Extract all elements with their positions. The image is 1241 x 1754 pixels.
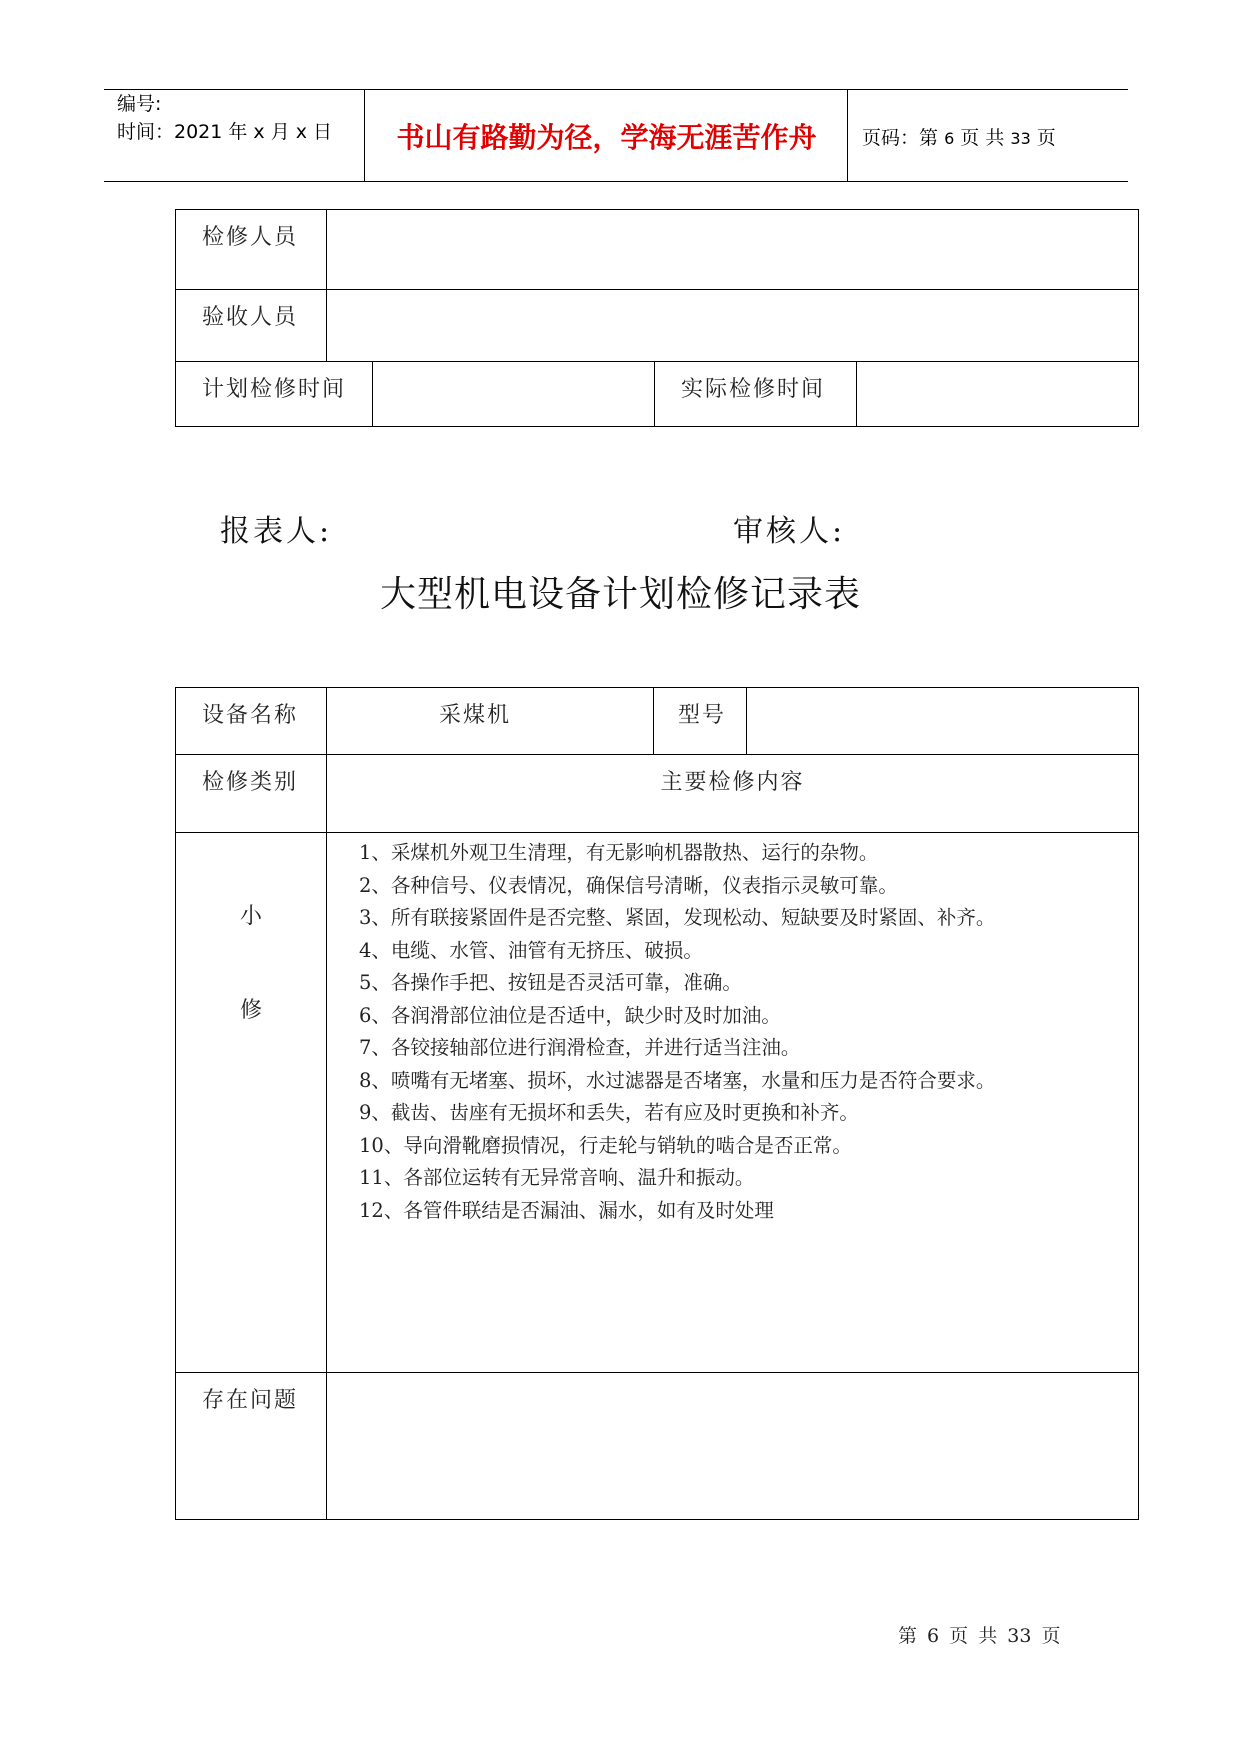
list-item: 10、导向滑靴磨损情况，行走轮与销轨的啮合是否正常。 <box>359 1133 852 1157</box>
list-item: 4、电缆、水管、油管有无挤压、破损。 <box>359 938 703 962</box>
footer-page-number: 第 6 页 共 33 页 <box>898 1625 1061 1647</box>
header-divider-left <box>364 89 365 181</box>
planned-time-field[interactable] <box>373 362 655 427</box>
list-item: 5、各操作手把、按钮是否灵活可靠，准确。 <box>359 971 742 994</box>
model-label: 型号 <box>654 688 747 755</box>
document-number-label: 编号: <box>117 93 162 115</box>
planned-time-label: 计划检修时间 <box>176 362 373 427</box>
acceptance-staff-field[interactable] <box>327 290 1139 362</box>
list-item: 9、截齿、齿座有无损坏和丢失，若有应及时更换和补齐。 <box>359 1101 859 1124</box>
list-item: 6、各润滑部位油位是否适中，缺少时及时加油。 <box>359 1003 781 1027</box>
actual-time-label: 实际检修时间 <box>655 362 857 427</box>
list-item: 1、采煤机外观卫生清理，有无影响机器散热、运行的杂物。 <box>359 841 879 864</box>
list-item: 11、各部位运转有无异常音响、温升和振动。 <box>359 1166 755 1189</box>
document-time: 时间：2021 年 x 月 x 日 <box>117 121 333 143</box>
form-title: 大型机电设备计划检修记录表 <box>379 574 861 615</box>
list-item: 12、各管件联结是否漏油、漏水，如有及时处理 <box>359 1198 774 1222</box>
repair-staff-label: 检修人员 <box>176 210 327 290</box>
page-prefix: 页码：第 <box>862 127 939 149</box>
page-middle: 页 共 <box>960 127 1005 149</box>
actual-time-field[interactable] <box>857 362 1139 427</box>
list-item: 7、各铰接轴部位进行润滑检查，并进行适当注油。 <box>359 1036 801 1059</box>
content-label: 主要检修内容 <box>327 755 1139 833</box>
inspection-items <box>327 833 1138 1227</box>
category-label: 检修类别 <box>176 755 327 833</box>
list-item: 8、喷嘴有无堵塞、损坏，水过滤器是否堵塞，水量和压力是否符合要求。 <box>359 1068 996 1092</box>
device-name-value: 采煤机 <box>327 688 654 755</box>
page-current: 6 <box>944 129 955 148</box>
page-total: 33 <box>1010 129 1031 148</box>
reviewer-label: 审核人: <box>733 514 846 549</box>
repair-staff-field[interactable] <box>327 210 1139 290</box>
device-name-label: 设备名称 <box>176 688 327 755</box>
category-char-repair: 修 <box>239 998 262 1023</box>
issues-label: 存在问题 <box>176 1373 327 1520</box>
staff-table <box>175 209 1139 427</box>
header-meta <box>117 90 332 146</box>
model-field[interactable] <box>747 688 1139 755</box>
issues-field[interactable] <box>327 1373 1139 1520</box>
maintenance-record-table <box>175 687 1139 1520</box>
acceptance-staff-label: 验收人员 <box>176 290 327 362</box>
list-item: 2、各种信号、仪表情况，确保信号清晰，仪表指示灵敏可靠。 <box>359 873 898 897</box>
category-char-small: 小 <box>239 904 262 929</box>
header-motto: 书山有路勤为径，学海无涯苦作舟 <box>396 121 817 154</box>
category-cell <box>176 833 327 1373</box>
reporter-label: 报表人: <box>220 514 333 549</box>
page-suffix: 页 <box>1036 127 1056 149</box>
header-divider-right <box>847 89 848 181</box>
content-cell <box>327 833 1139 1373</box>
header-bottom-rule <box>104 181 1128 182</box>
list-item: 3、所有联接紧固件是否完整、紧固，发现松动、短缺要及时紧固、补齐。 <box>359 906 996 929</box>
header-page-indicator <box>862 123 1056 150</box>
